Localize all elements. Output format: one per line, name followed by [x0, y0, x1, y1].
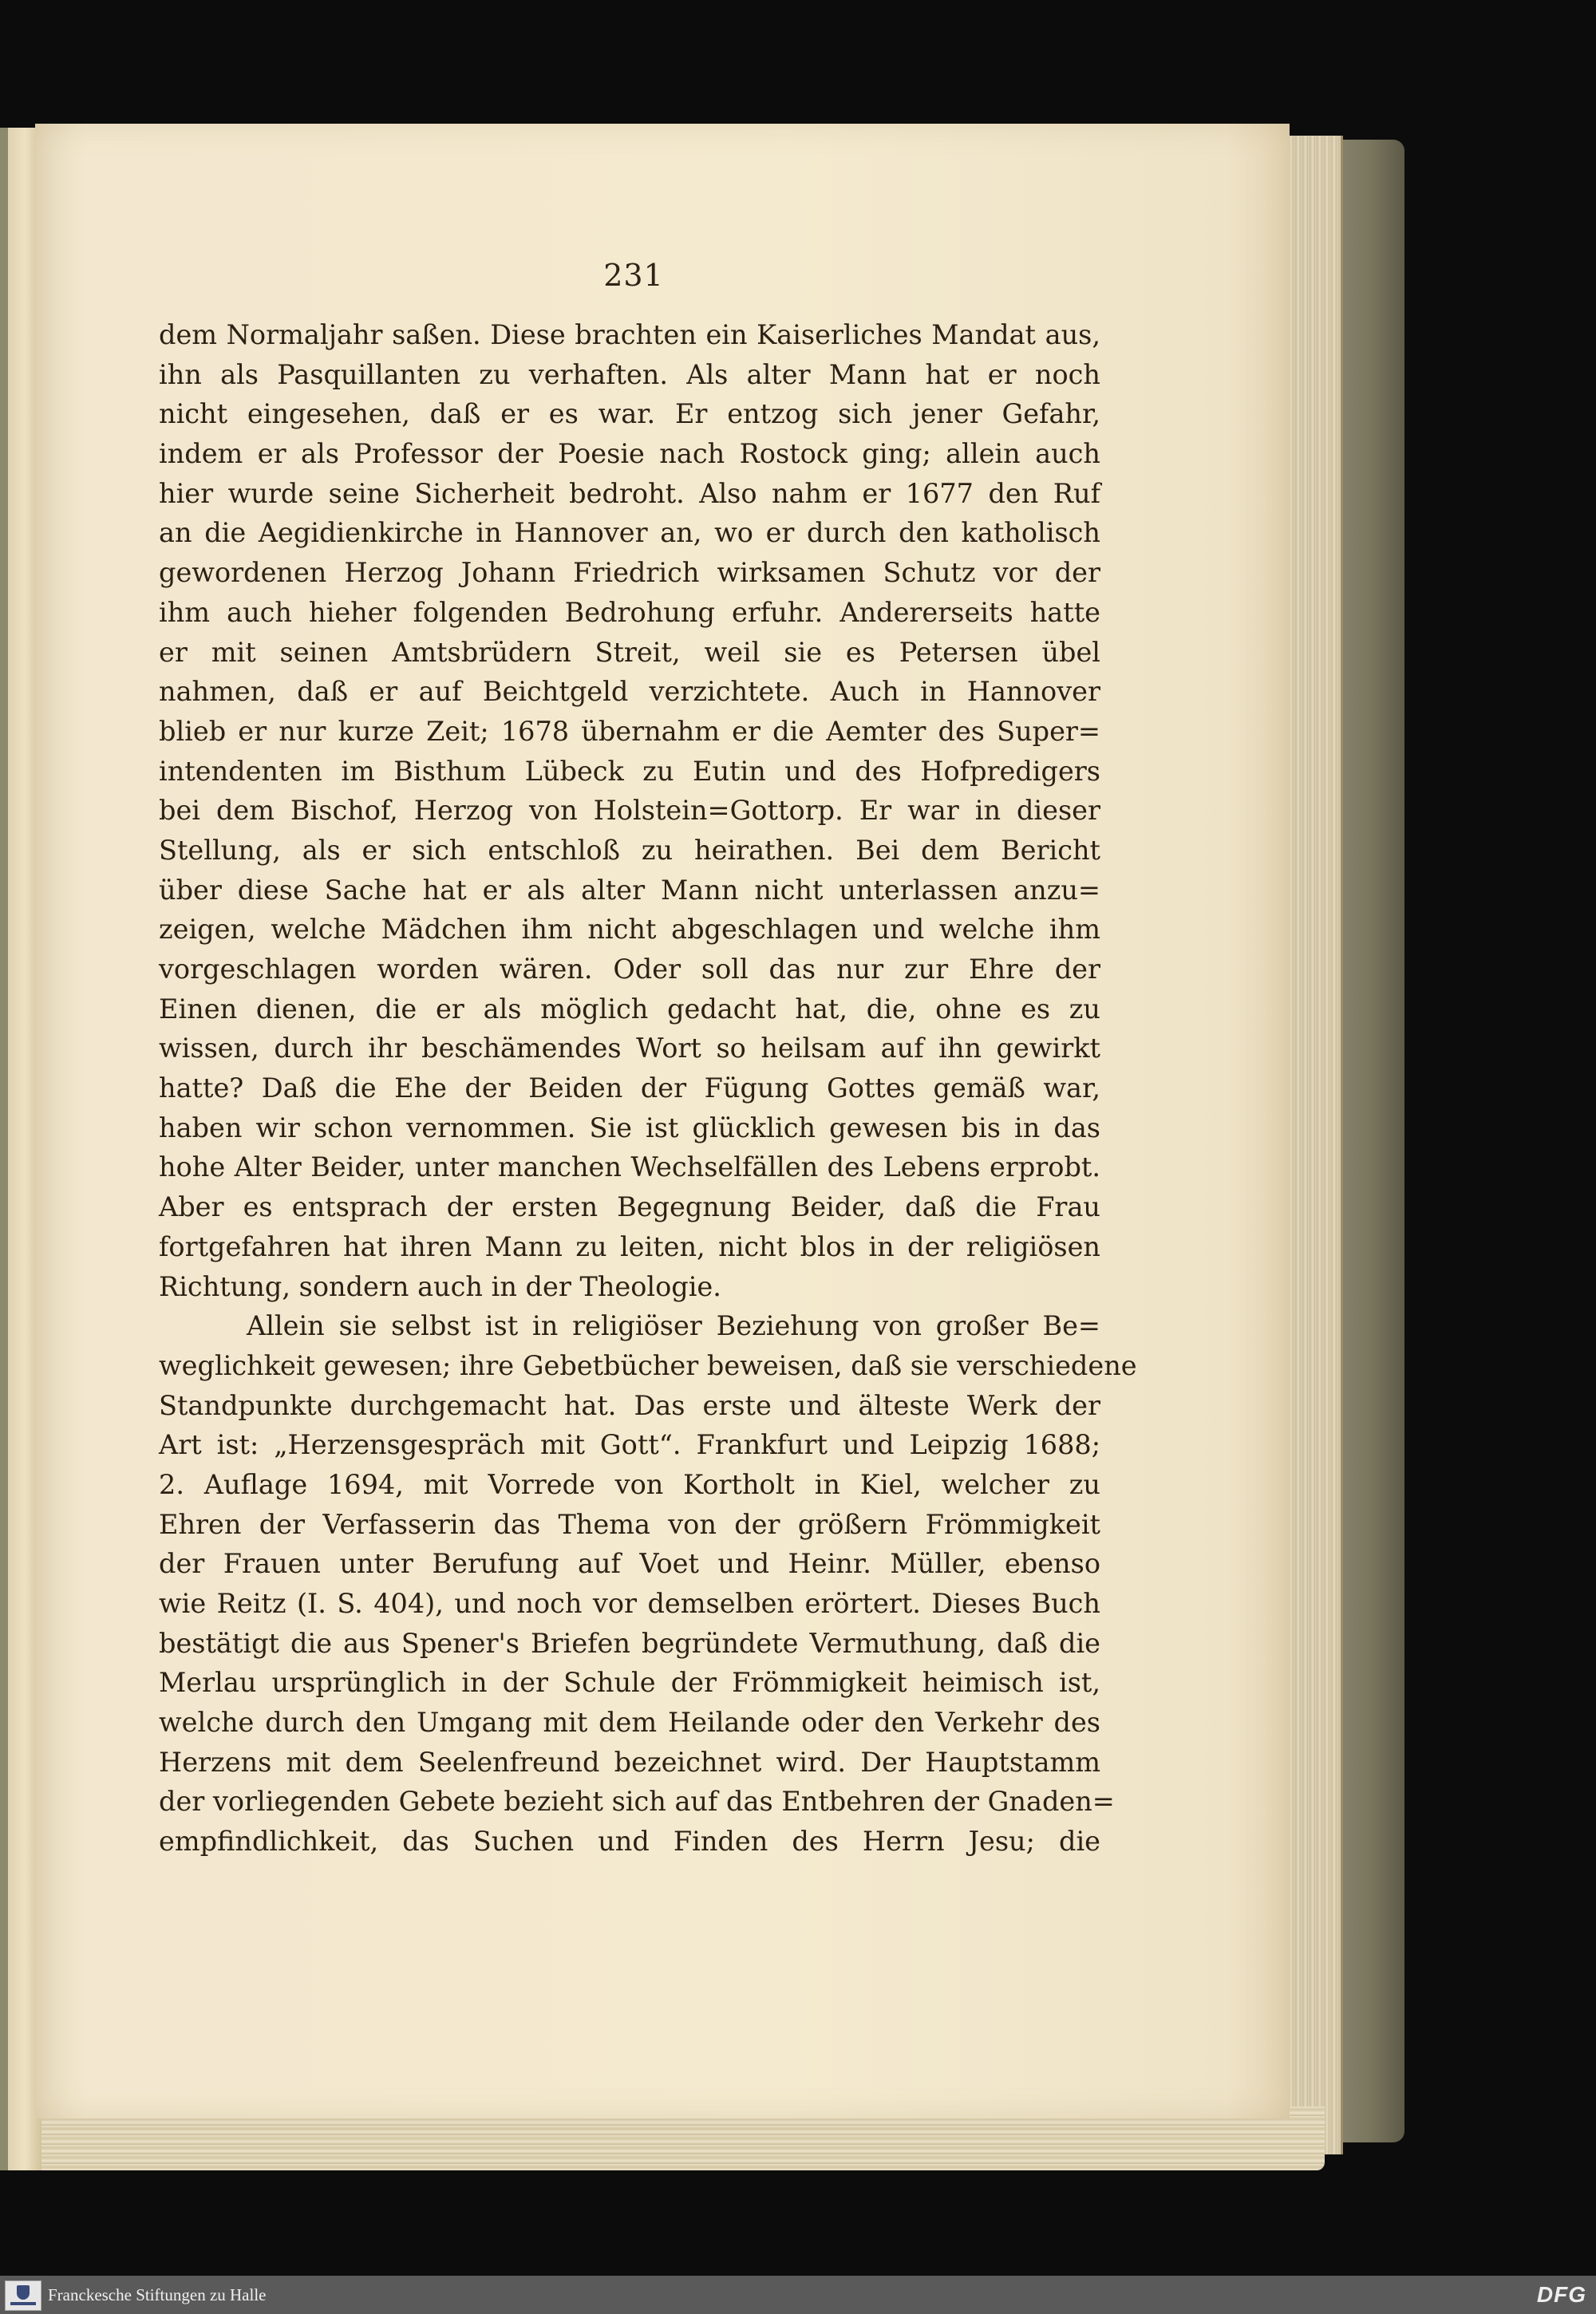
text-line: fortgefahren hat ihren Mann zu leiten, nicht blos in der religiösen — [159, 1230, 1100, 1262]
text-line: blieb er nur kurze Zeit; 1678 übernahm er die Aemter des Super= — [159, 715, 1100, 747]
text-line: welche durch den Umgang mit dem Heilande oder den Verkehr des — [159, 1707, 1100, 1739]
dfg-logo: DFG — [1536, 2282, 1586, 2307]
left-cover-strip — [0, 128, 8, 2170]
text-line: Aber es entsprach der ersten Begegnung Beider, daß die Frau — [159, 1191, 1100, 1223]
text-line: weglichkeit gewesen; ihre Gebetbücher beweisen, daß sie verschiedene — [159, 1349, 1137, 1381]
text-line: dem Normaljahr saßen. Diese brachten ein Kaiserliches Mandat aus, — [159, 319, 1100, 350]
text-line: über diese Sache hat er als alter Mann nicht unterlassen anzu= — [159, 874, 1100, 906]
text-line: hohe Alter Beider, unter manchen Wechselfällen des Lebens erprobt. — [159, 1151, 1100, 1183]
text-line-paragraph-end: Richtung, sondern auch in der Theologie. — [159, 1270, 721, 1302]
text-line: der Frauen unter Berufung auf Voet und Heinr. Müller, ebenso — [159, 1548, 1100, 1580]
footer-institution-name: Franckesche Stiftungen zu Halle — [48, 2285, 267, 2304]
text-line: gewordenen Herzog Johann Friedrich wirksamen Schutz vor der — [159, 557, 1100, 589]
text-line: bestätigt die aus Spener's Briefen begründete Vermuthung, daß die — [159, 1627, 1100, 1659]
text-line: hatte? Daß die Ehe der Beiden der Fügung Gottes gemäß war, — [159, 1072, 1100, 1104]
book-page — [35, 124, 1290, 2119]
text-line: zeigen, welche Mädchen ihm nicht abgeschlagen und welche ihm — [159, 914, 1100, 946]
text-line: Standpunkte durchgemacht hat. Das erste und älteste Werk der — [159, 1389, 1100, 1421]
page-number: 231 — [603, 258, 664, 293]
text-line: Ehren der Verfasserin das Thema von der größern Frömmigkeit — [159, 1508, 1100, 1540]
text-line: Stellung, als er sich entschloß zu heirathen. Bei dem Bericht — [159, 834, 1100, 866]
viewer-footer-bar — [0, 2276, 1596, 2314]
text-line: nahmen, daß er auf Beichtgeld verzichtete. Auch in Hannover — [159, 676, 1100, 708]
text-line: nicht eingesehen, daß er es war. Er entzog sich jener Gefahr, — [159, 398, 1100, 430]
text-line: hier wurde seine Sicherheit bedroht. Also nahm er 1677 den Ruf — [159, 477, 1100, 509]
text-line: wissen, durch ihr beschämendes Wort so heilsam auf ihn gewirkt — [159, 1033, 1100, 1064]
text-line: indem er als Professor der Poesie nach Rostock ging; allein auch — [159, 438, 1100, 470]
text-line: haben wir schon vernommen. Sie ist glücklich gewesen bis in das — [159, 1112, 1100, 1143]
text-line: bei dem Bischof, Herzog von Holstein=Gottorp. Er war in dieser — [159, 795, 1100, 827]
text-line: Art ist: „Herzensgespräch mit Gott“. Frankfurt und Leipzig 1688; — [159, 1429, 1100, 1461]
text-line: 2. Auflage 1694, mit Vorrede von Kortholt in Kiel, welcher zu — [159, 1468, 1100, 1500]
text-line: er mit seinen Amtsbrüdern Streit, weil sie es Petersen übel — [159, 636, 1100, 668]
page-text-block — [159, 315, 1137, 1862]
text-line: intendenten im Bisthum Lübeck zu Eutin und des Hofpredigers — [159, 755, 1100, 787]
text-line: empfindlichkeit, das Suchen und Finden des Herrn Jesu; die — [159, 1826, 1100, 1858]
text-line: Einen dienen, die er als möglich gedacht hat, die, ohne es zu — [159, 993, 1100, 1025]
text-line: Merlau ursprünglich in der Schule der Frömmigkeit heimisch ist, — [159, 1667, 1100, 1699]
text-line: wie Reitz (I. S. 404), und noch vor demselben erörtert. Dieses Buch — [159, 1588, 1100, 1619]
text-line: ihm auch hieher folgenden Bedrohung erfuhr. Andererseits hatte — [159, 596, 1100, 628]
text-line: vorgeschlagen worden wären. Oder soll das nur zur Ehre der — [159, 954, 1100, 985]
text-line: ihn als Pasquillanten zu verhaften. Als alter Mann hat er noch — [159, 358, 1100, 390]
text-line: Herzens mit dem Seelenfreund bezeichnet wird. Der Hauptstamm — [159, 1746, 1100, 1778]
text-line: der vorliegenden Gebete bezieht sich auf das Entbehren der Gnaden= — [159, 1786, 1115, 1818]
text-line: an die Aegidienkirche in Hannover an, wo er durch den katholisch — [159, 517, 1100, 549]
text-line-paragraph-start: Allein sie selbst ist in religiöser Beziehung von großer Be= — [247, 1310, 1100, 1342]
franckesche-stiftungen-logo-icon — [5, 2280, 41, 2311]
